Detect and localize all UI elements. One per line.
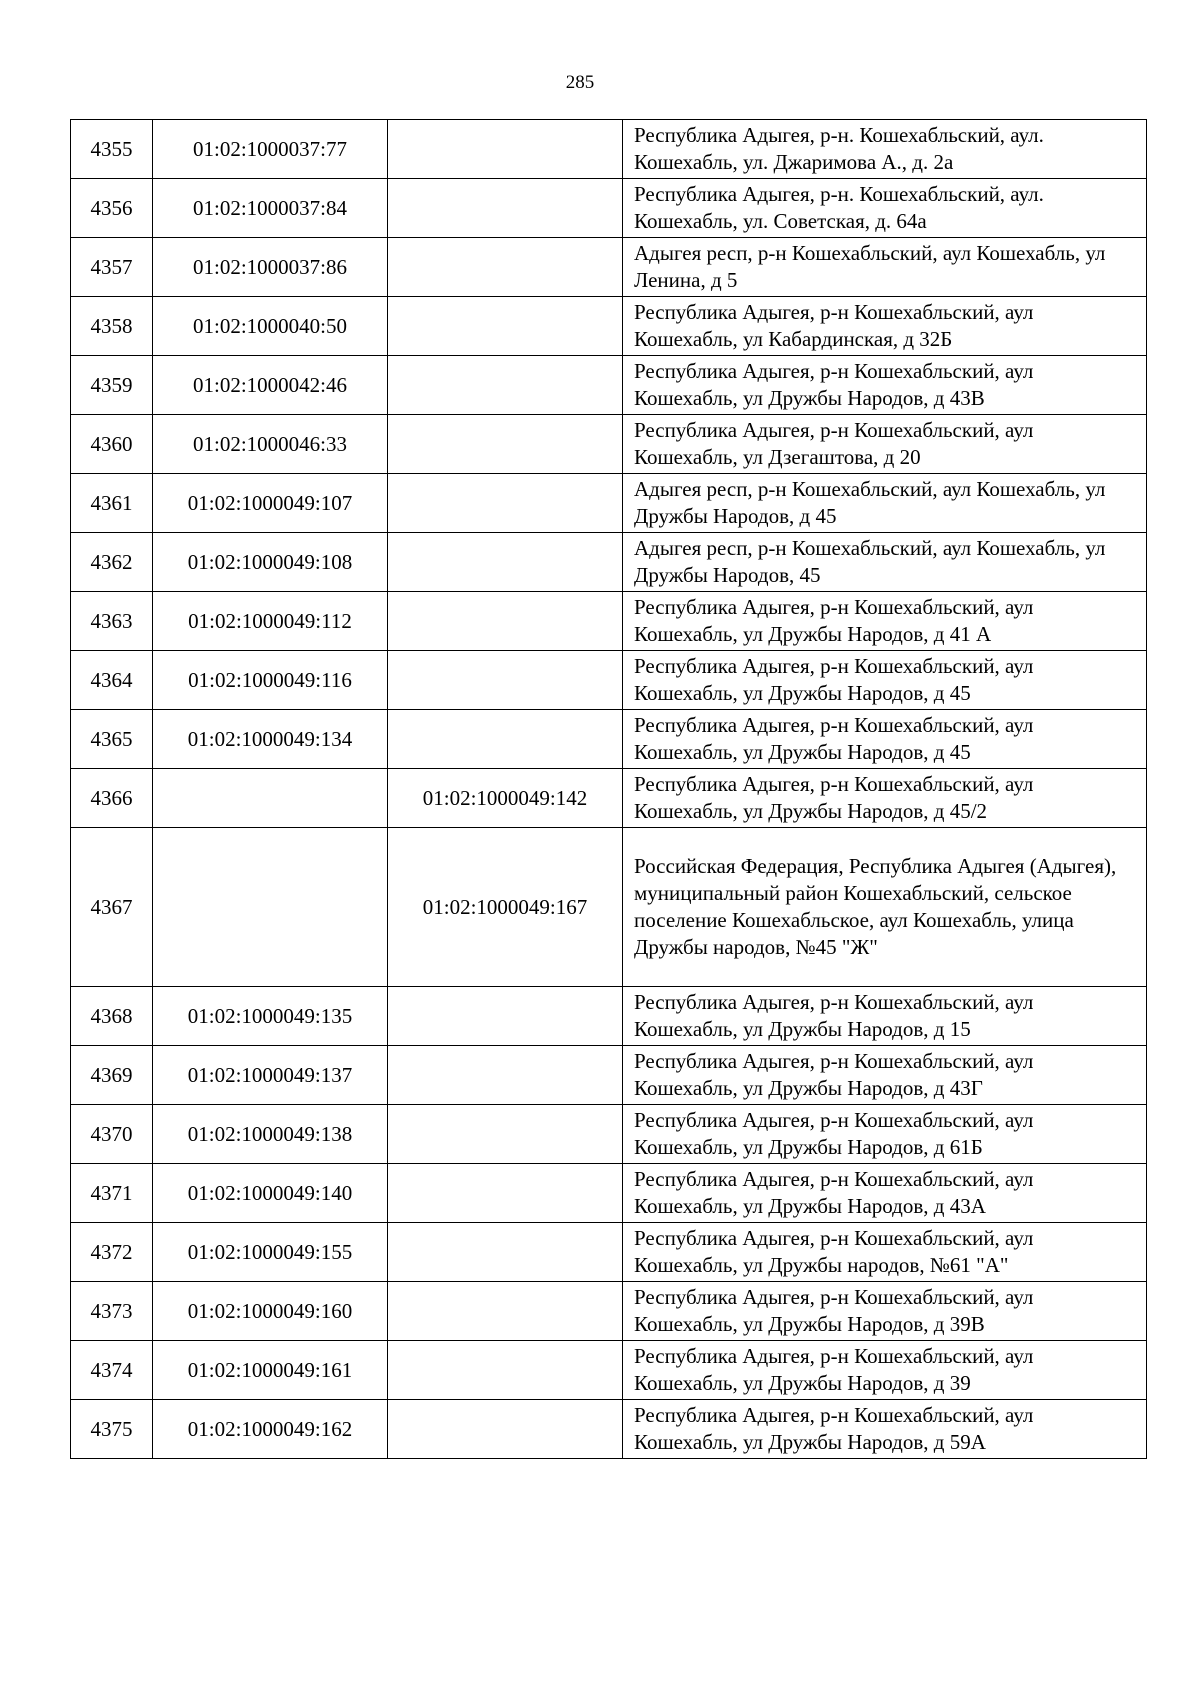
- cadastral-number-alt: 01:02:1000049:142: [388, 769, 623, 828]
- cadastral-number-alt: [388, 710, 623, 769]
- address: Адыгея респ, р-н Кошехабльский, аул Кошехабль, ул Ленина, д 5: [623, 238, 1147, 297]
- row-number: 4370: [71, 1105, 153, 1164]
- cadastral-number-alt: [388, 297, 623, 356]
- table-row: [71, 120, 1147, 179]
- cadastral-number-alt: [388, 1341, 623, 1400]
- row-number: 4365: [71, 710, 153, 769]
- row-number: 4359: [71, 356, 153, 415]
- cadastral-number: 01:02:1000049:107: [153, 474, 388, 533]
- table-row: [71, 238, 1147, 297]
- row-number: 4367: [71, 828, 153, 987]
- cadastral-number: 01:02:1000040:50: [153, 297, 388, 356]
- address: Республика Адыгея, р-н Кошехабльский, аул Кошехабль, ул Дружбы Народов, д 43В: [623, 356, 1147, 415]
- table-row: [71, 415, 1147, 474]
- cadastral-number: 01:02:1000037:86: [153, 238, 388, 297]
- address: Республика Адыгея, р-н Кошехабльский, аул Кошехабль, ул Дружбы Народов, д 45: [623, 710, 1147, 769]
- address: Республика Адыгея, р-н Кошехабльский, аул Кошехабль, ул Дзегаштова, д 20: [623, 415, 1147, 474]
- cadastral-number-alt: [388, 179, 623, 238]
- registry-table: [70, 119, 1147, 1459]
- cadastral-number: 01:02:1000049:137: [153, 1046, 388, 1105]
- address: Республика Адыгея, р-н Кошехабльский, аул Кошехабль, ул Дружбы Народов, д 59А: [623, 1400, 1147, 1459]
- cadastral-number: 01:02:1000049:161: [153, 1341, 388, 1400]
- cadastral-number: [153, 769, 388, 828]
- row-number: 4364: [71, 651, 153, 710]
- cadastral-number: 01:02:1000049:135: [153, 987, 388, 1046]
- table-row: [71, 710, 1147, 769]
- address: Республика Адыгея, р-н Кошехабльский, аул Кошехабль, ул Дружбы Народов, д 61Б: [623, 1105, 1147, 1164]
- row-number: 4368: [71, 987, 153, 1046]
- address: Республика Адыгея, р-н. Кошехабльский, аул. Кошехабль, ул. Советская, д. 64а: [623, 179, 1147, 238]
- cadastral-number: 01:02:1000049:140: [153, 1164, 388, 1223]
- table-row: [71, 1400, 1147, 1459]
- cadastral-number: 01:02:1000046:33: [153, 415, 388, 474]
- table-row: [71, 533, 1147, 592]
- cadastral-number-alt: [388, 120, 623, 179]
- row-number: 4362: [71, 533, 153, 592]
- table-row: [71, 356, 1147, 415]
- row-number: 4363: [71, 592, 153, 651]
- cadastral-number-alt: [388, 1164, 623, 1223]
- row-number: 4358: [71, 297, 153, 356]
- row-number: 4369: [71, 1046, 153, 1105]
- table-row: [71, 651, 1147, 710]
- row-number: 4357: [71, 238, 153, 297]
- address: Республика Адыгея, р-н Кошехабльский, аул Кошехабль, ул Дружбы Народов, д 41 А: [623, 592, 1147, 651]
- table-row: [71, 769, 1147, 828]
- address: Республика Адыгея, р-н Кошехабльский, аул Кошехабль, ул Дружбы Народов, д 43А: [623, 1164, 1147, 1223]
- address: Республика Адыгея, р-н Кошехабльский, аул Кошехабль, ул Дружбы Народов, д 43Г: [623, 1046, 1147, 1105]
- address: Республика Адыгея, р-н Кошехабльский, аул Кошехабль, ул Дружбы Народов, д 39В: [623, 1282, 1147, 1341]
- cadastral-number-alt: [388, 533, 623, 592]
- row-number: 4361: [71, 474, 153, 533]
- table-row: [71, 828, 1147, 987]
- address: Адыгея респ, р-н Кошехабльский, аул Кошехабль, ул Дружбы Народов, 45: [623, 533, 1147, 592]
- row-number: 4366: [71, 769, 153, 828]
- address: Российская Федерация, Республика Адыгея (Адыгея), муниципальный район Кошехабльский, сельское поселение Кошехабльское, аул Кошехабль, улица Дружбы народов, №45 "Ж": [623, 828, 1147, 987]
- address: Республика Адыгея, р-н. Кошехабльский, аул. Кошехабль, ул. Джаримова А., д. 2а: [623, 120, 1147, 179]
- address: Республика Адыгея, р-н Кошехабльский, аул Кошехабль, ул Дружбы Народов, д 45/2: [623, 769, 1147, 828]
- cadastral-number-alt: [388, 415, 623, 474]
- cadastral-number: 01:02:1000049:138: [153, 1105, 388, 1164]
- table-row: [71, 297, 1147, 356]
- cadastral-number: 01:02:1000049:112: [153, 592, 388, 651]
- row-number: 4373: [71, 1282, 153, 1341]
- cadastral-number-alt: [388, 356, 623, 415]
- row-number: 4372: [71, 1223, 153, 1282]
- row-number: 4356: [71, 179, 153, 238]
- row-number: 4360: [71, 415, 153, 474]
- cadastral-number-alt: [388, 1046, 623, 1105]
- row-number: 4355: [71, 120, 153, 179]
- cadastral-number: 01:02:1000049:160: [153, 1282, 388, 1341]
- cadastral-number-alt: [388, 592, 623, 651]
- table-row: [71, 592, 1147, 651]
- row-number: 4375: [71, 1400, 153, 1459]
- cadastral-number-alt: [388, 1105, 623, 1164]
- table-row: [71, 474, 1147, 533]
- address: Республика Адыгея, р-н Кошехабльский, аул Кошехабль, ул Дружбы Народов, д 15: [623, 987, 1147, 1046]
- cadastral-number-alt: [388, 1400, 623, 1459]
- cadastral-number-alt: [388, 1282, 623, 1341]
- address: Республика Адыгея, р-н Кошехабльский, аул Кошехабль, ул Дружбы Народов, д 45: [623, 651, 1147, 710]
- address: Республика Адыгея, р-н Кошехабльский, аул Кошехабль, ул Дружбы Народов, д 39: [623, 1341, 1147, 1400]
- cadastral-number-alt: [388, 474, 623, 533]
- cadastral-number: 01:02:1000042:46: [153, 356, 388, 415]
- address: Адыгея респ, р-н Кошехабльский, аул Кошехабль, ул Дружбы Народов, д 45: [623, 474, 1147, 533]
- table-row: [71, 1223, 1147, 1282]
- table-row: [71, 1046, 1147, 1105]
- address: Республика Адыгея, р-н Кошехабльский, аул Кошехабль, ул Дружбы народов, №61 "А": [623, 1223, 1147, 1282]
- table-row: [71, 1341, 1147, 1400]
- cadastral-number-alt: [388, 651, 623, 710]
- row-number: 4374: [71, 1341, 153, 1400]
- cadastral-number: 01:02:1000037:77: [153, 120, 388, 179]
- address: Республика Адыгея, р-н Кошехабльский, аул Кошехабль, ул Кабардинская, д 32Б: [623, 297, 1147, 356]
- cadastral-number: 01:02:1000049:108: [153, 533, 388, 592]
- row-number: 4371: [71, 1164, 153, 1223]
- page-number: 285: [565, 72, 595, 93]
- cadastral-number: 01:02:1000037:84: [153, 179, 388, 238]
- cadastral-number-alt: 01:02:1000049:167: [388, 828, 623, 987]
- cadastral-number-alt: [388, 987, 623, 1046]
- cadastral-number: 01:02:1000049:155: [153, 1223, 388, 1282]
- cadastral-number: [153, 828, 388, 987]
- cadastral-number: 01:02:1000049:134: [153, 710, 388, 769]
- table-row: [71, 1105, 1147, 1164]
- table-row: [71, 987, 1147, 1046]
- table-row: [71, 179, 1147, 238]
- cadastral-number: 01:02:1000049:116: [153, 651, 388, 710]
- table-row: [71, 1282, 1147, 1341]
- cadastral-number-alt: [388, 238, 623, 297]
- cadastral-number: 01:02:1000049:162: [153, 1400, 388, 1459]
- table-row: [71, 1164, 1147, 1223]
- cadastral-number-alt: [388, 1223, 623, 1282]
